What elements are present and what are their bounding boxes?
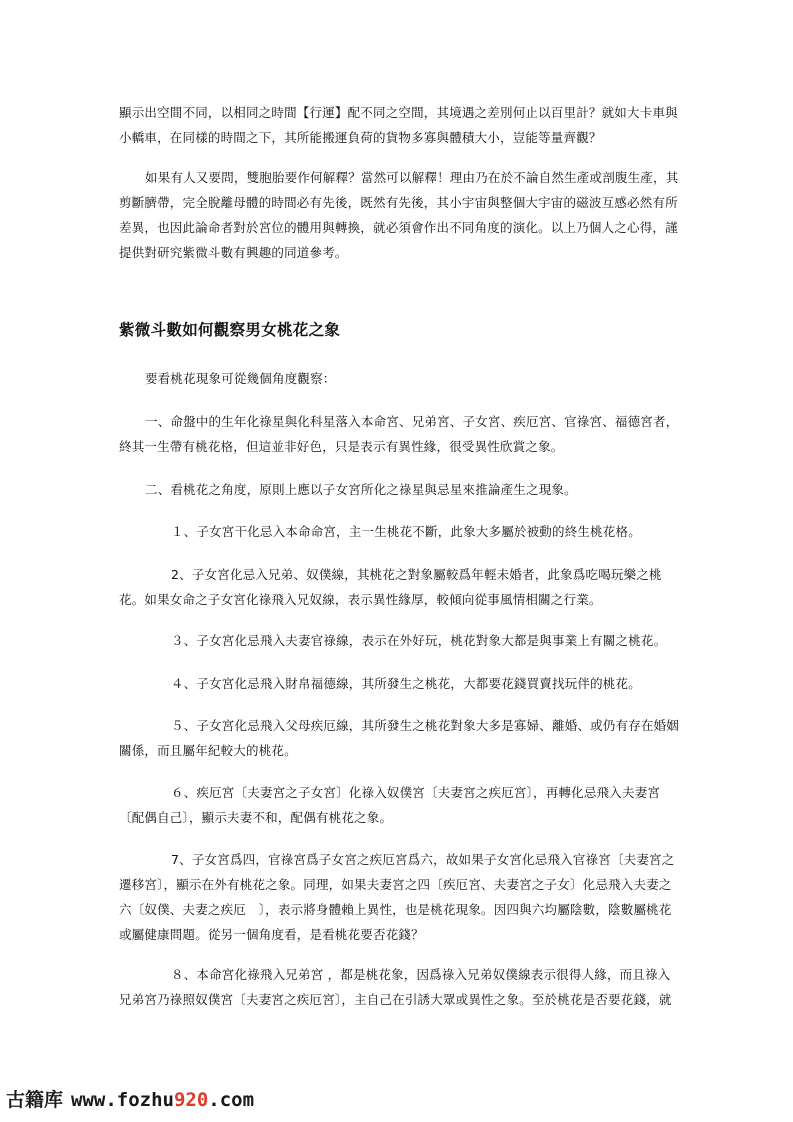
list-item: ６、疾厄宮〔夫妻宮之子女宮〕化祿入奴僕宮〔夫妻宮之疾厄宮〕，再轉化忌飛入夫妻宮〔配偶自己〕，顯示夫妻不和，配偶有桃花之象。 <box>119 785 661 825</box>
point-two: 二、看桃花之角度，原則上應以子女宮所化之祿星與忌星來推論產生之現象。 <box>145 482 577 497</box>
list-item: ４、子女宮化忌飛入財帛福德線，其所發生之桃花，大都要花錢買賣找玩伴的桃花。 <box>171 676 641 691</box>
watermark-url-suffix: .com <box>208 1089 255 1111</box>
list-item: 7、子女宮爲四，官祿宮爲子女宮之疾厄宮爲六，故如果子女宮化忌飛入官祿宮〔夫妻宮之遷移宮〕，顯示在外有桃花之象。同理，如果夫妻宮之四〔疾厄宮、夫妻宮之子女〕化忌飛入夫妻之六〔奴僕、夫妻之疾厄 〕，表示將身體賴上異性，也是桃花現象。因四與六均屬陰數，陰數屬桃花或屬健康問題。從另一個角度看，是看桃花要否花錢？ <box>119 852 675 942</box>
section-intro: 要看桃花現象可從幾個角度觀察： <box>145 371 336 386</box>
list-item: 2、子女宮化忌入兄弟、奴僕線，其桃花之對象屬較爲年輕未婚者，此象爲吃喝玩樂之桃花。如果女命之子女宮化祿飛入兄奴線，表示異性緣厚，較傾向從事風情相關之行業。 <box>119 567 662 607</box>
list-item: １、子女宮干化忌入本命命宮，主一生桃花不斷，此象大多屬於被動的終生桃花格。 <box>171 524 641 539</box>
list-item: ３、子女宮化忌飛入夫妻官祿線，表示在外好玩，桃花對象大都是與事業上有關之桃花。 <box>171 633 667 648</box>
list-item: ８、本命宮化祿飛入兄弟宮 ，都是桃花象，因爲祿入兄弟奴僕線表示很得人緣，而且祿入兄弟宮乃祿照奴僕宮〔夫妻宮之疾厄宮〕，主自己在引誘大眾或異性之象。至於桃花是否要花錢，就 <box>119 967 672 1007</box>
watermark-url-prefix: www.fozhu <box>71 1089 174 1111</box>
watermark-url-number: 920 <box>173 1089 209 1111</box>
point-one: 一、命盤中的生年化祿星與化科星落入本命宮、兄弟宮、子女宮、疾厄宮、官祿宮、福德宮者，終其一生帶有桃花格，但這並非好色，只是表示有異性緣，很受異性欣賞之象。 <box>119 414 679 454</box>
list-item: ５、子女宮化忌飛入父母疾厄線，其所發生之桃花對象大多是寡婦、離婚、或仍有存在婚姻關係，而且屬年紀較大的桃花。 <box>119 718 680 758</box>
paragraph-continuation: 顯示出空間不同，以相同之時間【行運】配不同之空間，其境遇之差別何止以百里計？就如大卡車與小轎車，在同樣的時間之下，其所能搬運負荷的貨物多寡與體積大小，豈能等量齊觀？ <box>119 105 678 145</box>
section-title: 紫微斗數如何觀察男女桃花之象 <box>119 321 341 339</box>
watermark-brand: 古籍库 <box>6 1089 64 1111</box>
watermark-footer <box>6 1085 254 1115</box>
paragraph-twins: 如果有人又要問，雙胞胎要作何解釋？當然可以解釋！理由乃在於不論自然生產或剖腹生產，其剪斷臍帶，完全脫離母體的時間必有先後，既然有先後，其小宇宙與整個大宇宙的磁波互感必然有所差異，也因此論命者對於宮位的體用與轉換，就必須會作出不同角度的演化。以上乃個人之心得，謹提供對研究紫微斗數有興趣的同道參考。 <box>119 170 679 260</box>
